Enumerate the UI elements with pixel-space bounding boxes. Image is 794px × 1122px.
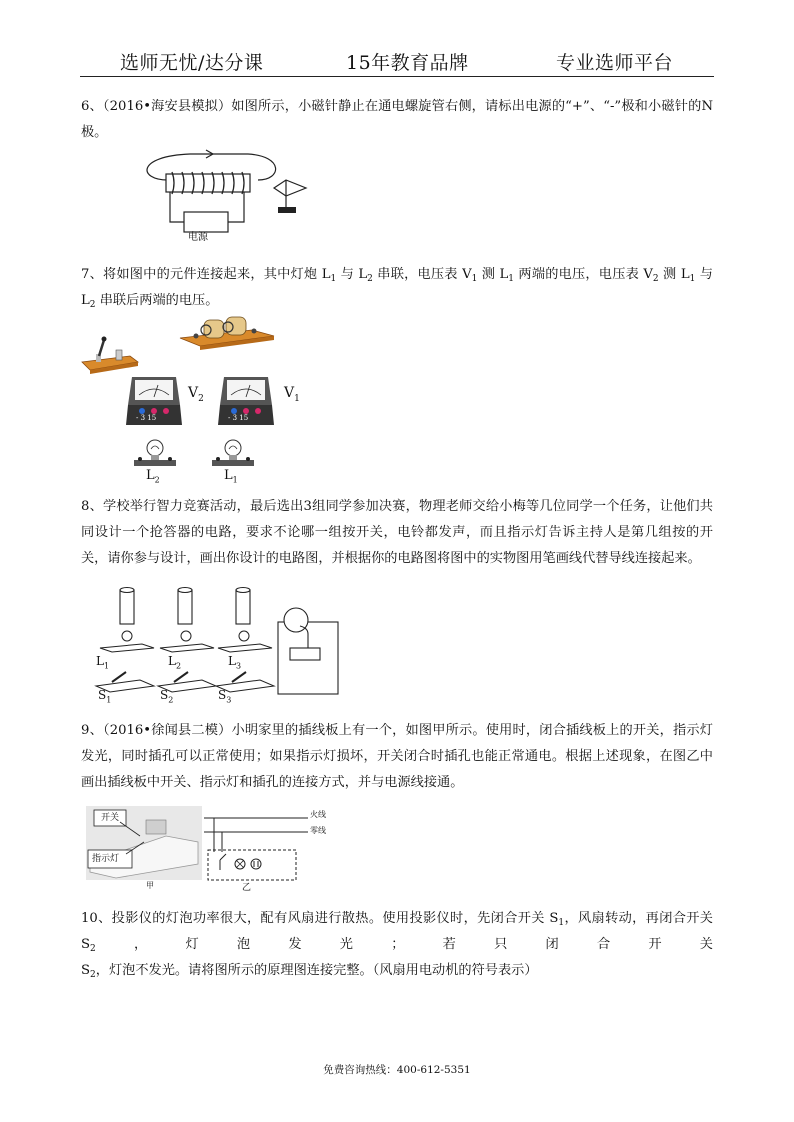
q6-power-label: 电源	[188, 232, 208, 243]
q7-switch	[82, 330, 142, 374]
q7-bulb-l2	[132, 438, 178, 468]
header-center: 15年教育品牌	[346, 52, 469, 74]
q8-lamp-label-2: $L_2$	[168, 654, 182, 671]
question-8-text: 8、学校举行智力竞赛活动，最后选出3组同学参加决赛，物理老师交给小梅等几位同学一个任务，让他们共同设计一个抢答器的电路，要求不论哪一组按开关，电铃都发声，而且指示灯告诉主持人是第几组按的开关，请你参与设计，画出你设计的电路图，并根据你的电路图将图中的实物图用笔画线代替导线连接起来。	[81, 499, 713, 566]
q6-solenoid-figure	[130, 150, 320, 250]
q9-label-live: 火线	[310, 810, 326, 819]
q8-switch-label-2: $S_2$	[160, 688, 174, 705]
q7-l2-label: $L_2$	[146, 468, 160, 485]
page-header	[80, 44, 714, 77]
q9-label-jia: 甲	[146, 881, 154, 890]
q8-lamp-label-3: $L_3$	[228, 654, 242, 671]
q7-battery	[180, 308, 274, 350]
q7-v2-label: $V_2$	[188, 385, 204, 404]
q9-label-lamp: 指示灯	[92, 854, 120, 864]
header-left: 选师无忧/达分课	[120, 52, 264, 74]
q9-label-neutral: 零线	[310, 826, 326, 835]
q9-label-yi: 乙	[242, 883, 252, 893]
question-7-text: 7、将如图中的元件连接起来，其中灯炮 $L_1$ 与 $L_2$ 串联，电压表 $V_1$ 测 $L_1$ 两端的电压，电压表 $V_2$ 测 $L_1$ 与 $L_2$ 串联后两端的电压。	[81, 267, 713, 310]
q8-lamp-label-1: $L_1$	[96, 654, 110, 671]
q7-meter-terminals-left: - 3 15	[136, 414, 157, 422]
q8-switch-label-3: $S_3$	[218, 688, 232, 705]
question-9-text: 9、（2016•徐闻县二模）小明家里的插线板上有一个，如图甲所示。使用时，闭合插线板上的开关，指示灯发光，同时插孔可以正常使用；如果指示灯损坏，开关闭合时插孔也能正常通电。根据上述现象，在图乙中画出插线板中开关、指示灯和插孔的连接方式，并与电源线接通。	[81, 723, 713, 790]
q7-l1-label: $L_1$	[224, 468, 238, 485]
question-6-text: 6、（2016•海安县模拟）如图所示，小磁针静止在通电螺旋管右侧，请标出电源的“+”、“-”极和小磁针的N极。	[81, 99, 713, 140]
question-10-text: 10、投影仪的灯泡功率很大，配有风扇进行散热。使用投影仪时，先闭合开关 $S_1$，风扇转动，再闭合开关 $S_2$，灯泡发光；若只闭合开关 $S_2$，灯泡不发光。请将图所示的原理图连接完整。（风扇用电动机的符号表示）	[81, 911, 713, 980]
q8-apparatus-figure	[82, 586, 342, 698]
q7-v1-label: $V_1$	[284, 385, 300, 404]
q7-bulb-l1	[210, 438, 256, 468]
q8-switch-label-1: $S_1$	[98, 688, 112, 705]
q7-meter-terminals-right: - 3 15	[228, 414, 249, 422]
header-right: 专业选师平台	[556, 52, 674, 74]
q9-circuit-figure	[204, 806, 324, 890]
footer-hotline: 免费咨询热线：400-612-5351	[323, 1064, 471, 1076]
q9-label-switch: 开关	[101, 813, 120, 823]
